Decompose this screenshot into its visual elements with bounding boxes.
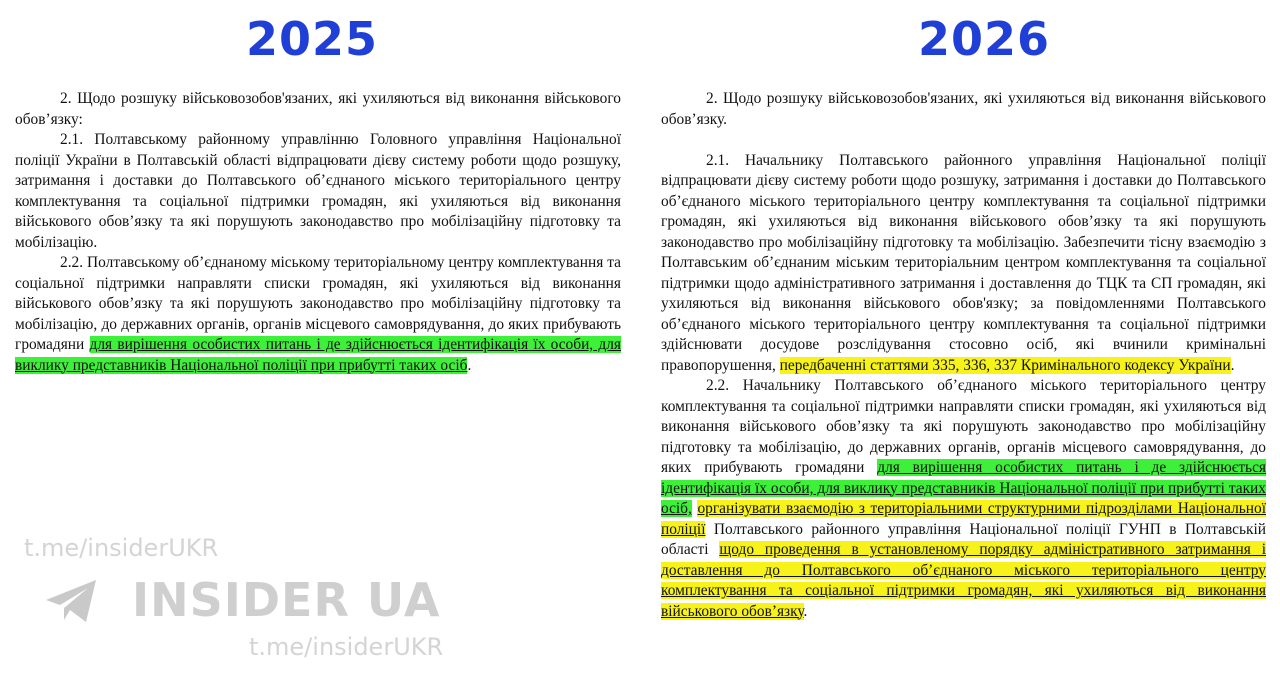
paragraph-end: . xyxy=(467,356,472,374)
paragraph-2: 2. Щодо розшуку військовозобов'язаних, які ухиляються від виконання військового обов’язку: xyxy=(15,90,621,128)
paragraph-text: Полтавського районного управління Національної поліції ГУНП в Полтавській області xyxy=(661,520,1266,558)
paragraph-2-2 xyxy=(15,253,621,376)
spacer xyxy=(661,130,1266,151)
yellow-highlight: передбаченні статтями 335, 336, 337 Кримінального кодексу України xyxy=(779,356,1231,374)
paragraph-end: . xyxy=(1230,356,1235,374)
document-2025 xyxy=(15,89,621,376)
watermark-url: t.me/insiderUKR xyxy=(249,633,444,661)
document-2026 xyxy=(661,89,1266,622)
paragraph-2-2 xyxy=(661,376,1266,622)
yellow-highlight: організувати взаємодію з територіальними структурними підрозділами Національної поліції xyxy=(661,500,1266,538)
telegram-plane-icon xyxy=(44,578,100,626)
paragraph-2-1: 2.1. Полтавському районному управлінню Головного управління Національної поліції України в Полтавській області відпрацювати дієву систему роботи щодо розшуку, затримання і доставки до Полтавського об’єднаного міського територіального центру комплектування та соціальної підтримки громадян, які ухиляються від виконання військового обов’язку та які порушують законодавство про мобілізаційну підготовку та мобілізацію. xyxy=(15,131,621,251)
year-2025-heading: 2025 xyxy=(246,12,379,66)
green-highlight: для вирішення особистих питань і де здійснюється ідентифікація їх особи, для виклику представників Національної поліції при прибутті таких осіб, xyxy=(661,459,1266,517)
yellow-highlight: щодо проведення в установленому порядку адміністративного затримання і доставлення до Полтавського об’єднаного міського територіального центру комплектування та соціальної підтримки громадян, які ухиляються від виконання військового обов’язку xyxy=(661,541,1266,620)
paragraph-text: 2.2. Начальнику Полтавського об’єднаного міського територіального центру комплектування та соціальної підтримки направляти списки громадян, які ухиляються від виконання військового обов’язку та які порушують законодавство про мобілізаційну підготовку та мобілізацію, до державних органів, органів місцевого самоврядування, до яких прибувають громадяни xyxy=(661,377,1266,476)
year-2026-heading: 2026 xyxy=(918,12,1051,66)
watermark-brand: INSIDER UA xyxy=(132,573,441,627)
paragraph-2: 2. Щодо розшуку військовозобов'язаних, які ухиляються від виконання військового обов’язку. xyxy=(661,90,1266,128)
watermark-url: t.me/insiderUKR xyxy=(24,534,219,562)
paragraph-text: 2.1. Начальнику Полтавського районного управління Національної поліції відпрацювати дієву систему роботи щодо розшуку, затримання і доставки до Полтавського об’єднаного міського територіального центру комплектування та соціальної підтримки громадян, які ухиляються від виконання військового обов’язку та які порушують законодавство про мобілізаційну підготовку та мобілізацію. Забезпечити тісну взаємодію з Полтавським об’єднаним міським територіальним центром комплектування та соціальної підтримки щодо адміністративного затримання і доставлення до ТЦК та СП громадян, які ухиляються від виконання військового обов'язку; за повідомленнями Полтавського об’єднаного міського територіального центру комплектування та соціальної підтримки здійснювати досудове розслідування стосовно осіб, які вчинили кримінальні правопорушення, xyxy=(661,151,1266,374)
paragraph-2-1 xyxy=(661,151,1266,377)
paragraph-text: 2.2. Полтавському об’єднаному міському територіальному центру комплектування та соціальної підтримки направляти списки громадян, які ухиляються від виконання військового обов’язку та які порушують законодавство про мобілізаційну підготовку та мобілізацію, до державних органів, органів місцевого самоврядування, до яких прибувають громадяни xyxy=(15,254,621,353)
green-highlight: для вирішення особистих питань і де здійснюється ідентифікація їх особи, для виклику представників Національної поліції при прибутті таких осіб xyxy=(15,336,621,374)
paragraph-end: . xyxy=(803,602,808,620)
